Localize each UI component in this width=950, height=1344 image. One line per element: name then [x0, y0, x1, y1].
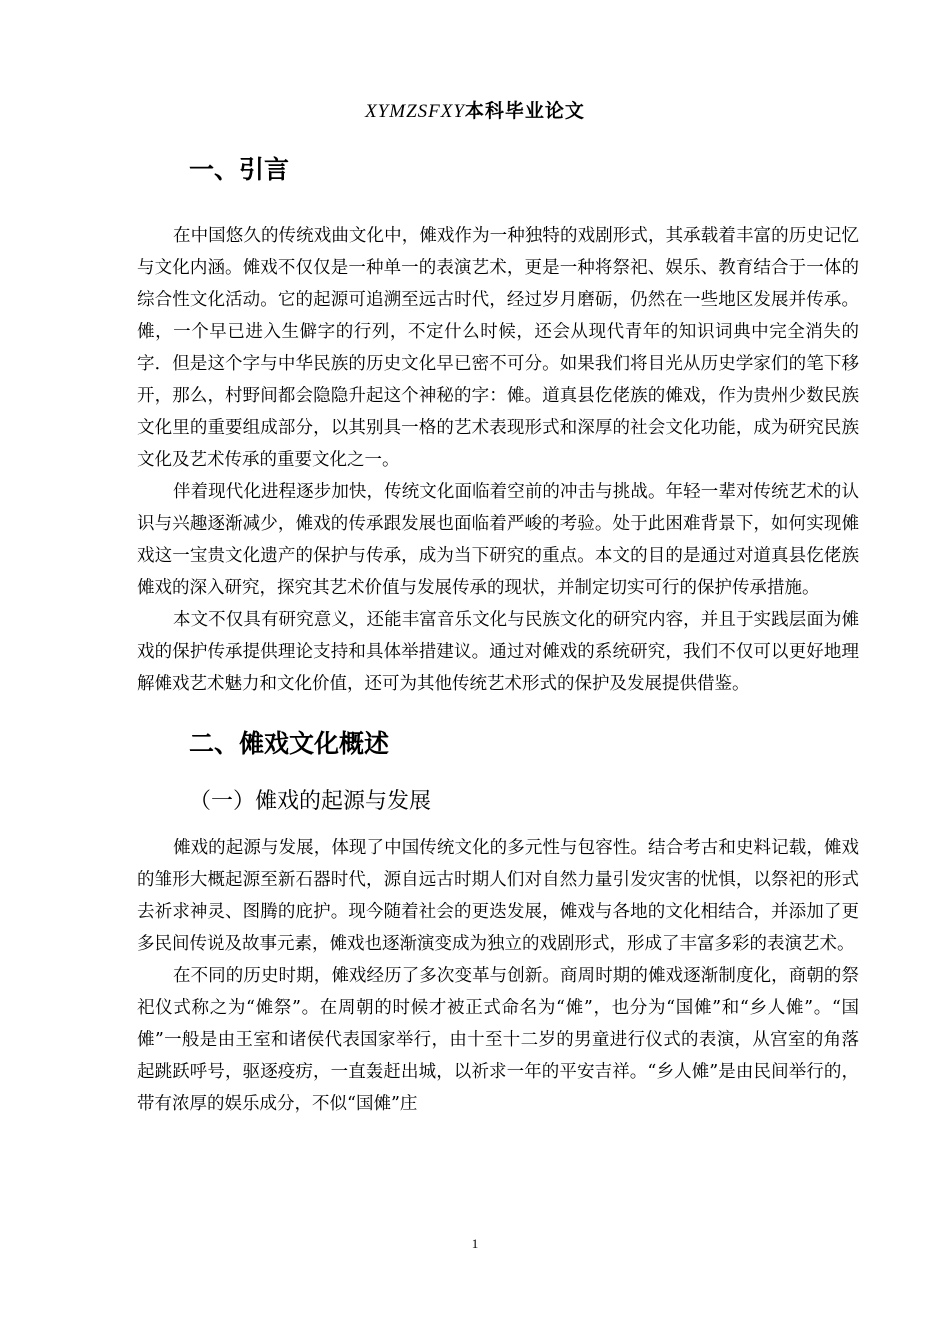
paragraph: 在中国悠久的传统戏曲文化中，傩戏作为一种独特的戏剧形式，其承载着丰富的历史记忆与文化内涵。傩戏不仅仅是一种单一的表演艺术，更是一种将祭祀、娱乐、教育结合于一体的综合性文化活动。它的起源可追溯至远古时代，经过岁月磨砺，仍然在一些地区发展并传承。傩，一个早已进入生僻字的行列，不定什么时候，还会从现代青年的知识词典中完全消失的字．但是这个字与中华民族的历史文化早已密不可分。如果我们将目光从历史学家们的笔下移开，那么，村野间都会隐隐升起这个神秘的字：傩。道真县仡佬族的傩戏，作为贵州少数民族文化里的重要组成部分，以其别具一格的艺术表现形式和深厚的社会文化功能，成为研究民族文化及艺术传承的重要文化之一。: [137, 226, 859, 470]
running-header: [0, 96, 950, 123]
paragraph: 在不同的历史时期，傩戏经历了多次变革与创新。商周时期的傩戏逐渐制度化，商朝的祭祀仪式称之为“傩祭”。在周朝的时候才被正式命名为“傩”，也分为“国傩”和“乡人傩”。“国傩”一般是由王室和诸侯代表国家举行，由十至十二岁的男童进行仪式的表演，从宫室的角落起跳跃呼号，驱逐疫疠，一直轰赶出城，以祈求一年的平安吉祥。“乡人傩”是由民间举行的，带有浓厚的娱乐成分，不似“国傩”庄: [137, 966, 859, 1114]
subsection-heading-origin: （一）傩戏的起源与发展: [189, 789, 432, 814]
page-number: 1: [471, 1236, 479, 1251]
section-heading-overview: 二、傩戏文化概述: [189, 729, 390, 758]
document-body: [137, 148, 859, 1120]
paragraph: 本文不仅具有研究意义，还能丰富音乐文化与民族文化的研究内容，并且于实践层面为傩戏的保护传承提供理论支持和具体举措建议。通过对傩戏的系统研究，我们不仅可以更好地理解傩戏艺术魅力和文化价值，还可为其他传统艺术形式的保护及发展提供借鉴。: [137, 610, 859, 694]
header-latin: XYMZSFXY: [365, 101, 465, 122]
header-title: 本科毕业论文: [464, 100, 585, 122]
paragraph: 伴着现代化进程逐步加快，传统文化面临着空前的冲击与挑战。年轻一辈对传统艺术的认识与兴趣逐渐减少，傩戏的传承跟发展也面临着严峻的考验。处于此困难背景下，如何实现傩戏这一宝贵文化遗产的保护与传承，成为当下研究的重点。本文的目的是通过对道真县仡佬族傩戏的深入研究，探究其艺术价值与发展传承的现状，并制定切实可行的保护传承措施。: [137, 482, 859, 598]
paragraph: 傩戏的起源与发展，体现了中国传统文化的多元性与包容性。结合考古和史料记载，傩戏的雏形大概起源至新石器时代，源自远古时期人们对自然力量引发灾害的忧惧，以祭祀的形式去祈求神灵、图腾的庇护。现今随着社会的更迭发展，傩戏与各地的文化相结合，并添加了更多民间传说及故事元素，傩戏也逐渐演变成为独立的戏剧形式，形成了丰富多彩的表演艺术。: [137, 838, 859, 954]
section-heading-introduction: 一、引言: [189, 155, 290, 184]
